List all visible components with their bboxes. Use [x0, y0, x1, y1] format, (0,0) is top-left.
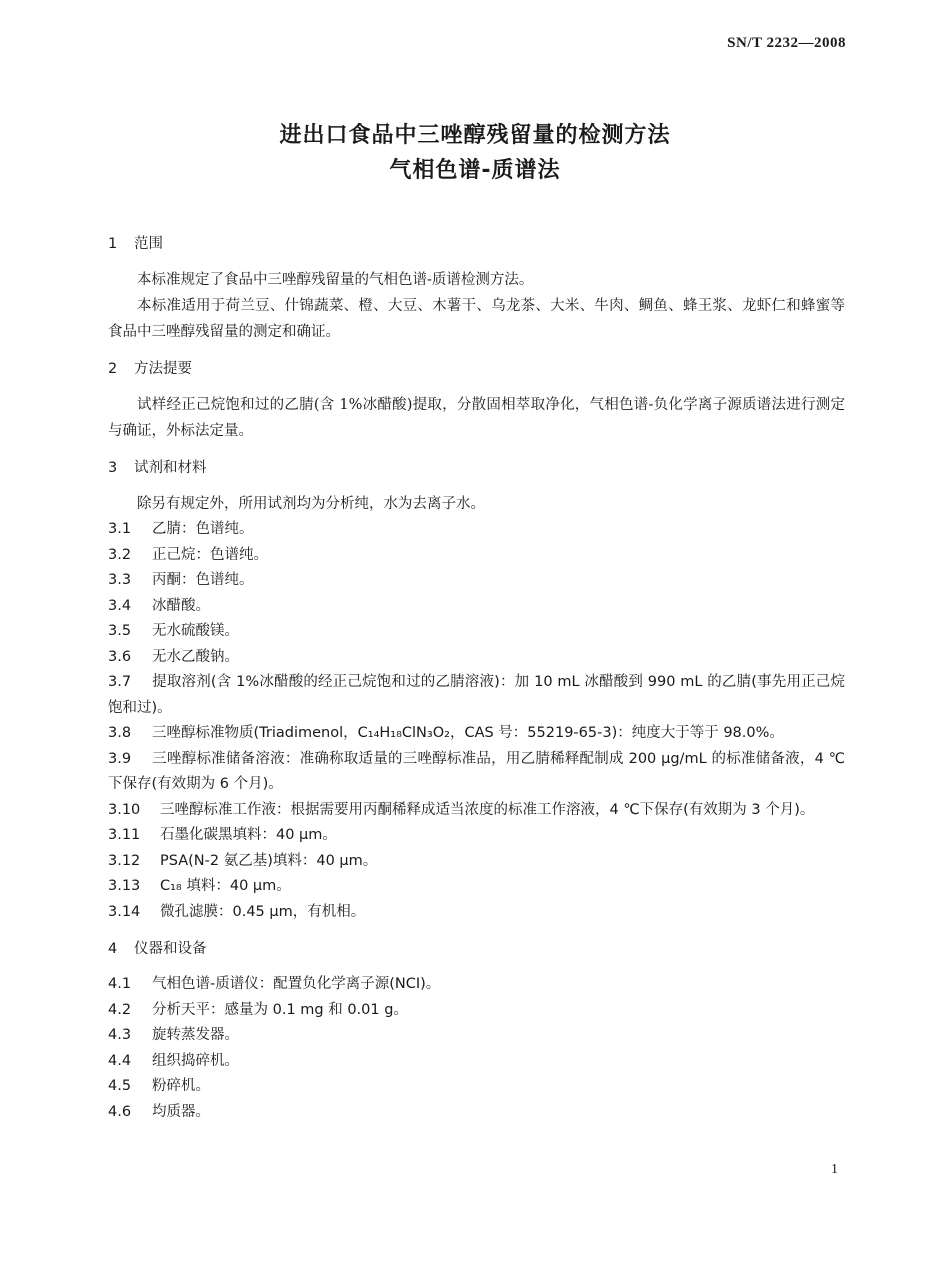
clause-text: 丙酮：色谱纯。 [152, 572, 254, 588]
clause-item [108, 517, 845, 543]
clause-item [108, 1100, 845, 1126]
clause-item [108, 900, 845, 926]
standard-code: SN/T 2232—2008 [727, 35, 846, 51]
section-title: 试剂和材料 [134, 460, 207, 476]
clause-number: 3.1 [108, 521, 132, 537]
clause-item [108, 594, 845, 620]
clause-number: 3.12 [108, 852, 141, 869]
clause-number: 3.4 [108, 597, 132, 614]
clause-number: 4.6 [108, 1103, 132, 1120]
clause-item [108, 874, 845, 900]
clause-item [108, 568, 845, 594]
section-2-heading [108, 357, 845, 382]
clause-number: 3.2 [108, 546, 132, 563]
clause-number: 3.13 [108, 878, 141, 894]
clause-text: 三唑醇标准储备溶液：准确称取适量的三唑醇标准品，用乙腈稀释配制成 200 μg/mL 的标准储备液，4 ℃下保存(有效期为 6 个月)。 [108, 750, 845, 792]
clause-number: 3.9 [108, 750, 132, 767]
clause-number: 4.2 [108, 1001, 132, 1018]
clause-text: 旋转蒸发器。 [152, 1027, 239, 1043]
clause-text: 粉碎机。 [152, 1078, 210, 1094]
section-4-heading [108, 937, 845, 962]
clause-text: 乙腈：色谱纯。 [152, 521, 254, 537]
section-number: 2 [108, 361, 118, 377]
clause-text: 均质器。 [152, 1103, 210, 1120]
clause-item [108, 645, 845, 671]
clause-text: 正己烷：色谱纯。 [152, 546, 268, 563]
clause-item [108, 543, 845, 569]
clause-text: 气相色谱-质谱仪：配置负化学离子源(NCI)。 [152, 976, 441, 992]
clause-number: 3.3 [108, 572, 132, 588]
section-3-heading [108, 456, 845, 481]
clause-number: 3.8 [108, 725, 132, 741]
clause-text: 微孔滤膜：0.45 μm，有机相。 [160, 903, 366, 920]
clause-number: 4.4 [108, 1052, 132, 1069]
section-title: 范围 [134, 236, 163, 252]
clause-text: 冰醋酸。 [152, 597, 210, 614]
clause-number: 3.7 [108, 674, 132, 690]
clause-item [108, 823, 845, 849]
clause-number: 3.10 [108, 801, 141, 818]
clause-number: 4.5 [108, 1078, 132, 1094]
clause-number: 3.11 [108, 827, 141, 843]
page-number: 1 [831, 1162, 838, 1177]
clause-item [108, 721, 845, 747]
paragraph: 本标准规定了食品中三唑醇残留量的气相色谱-质谱检测方法。 [137, 272, 534, 288]
clause-text: 提取溶剂(含 1%冰醋酸的经正己烷饱和过的乙腈溶液)：加 10 mL 冰醋酸到 990 mL 的乙腈(事先用正己烷饱和过)。 [108, 674, 845, 716]
clause-item [108, 747, 845, 798]
section-title: 仪器和设备 [134, 941, 207, 957]
clause-item [108, 619, 845, 645]
section-number: 4 [108, 941, 118, 957]
document-body [108, 232, 845, 1125]
clause-text: C₁₈ 填料：40 μm。 [160, 878, 291, 894]
section-title: 方法提要 [134, 361, 192, 377]
clause-number: 3.6 [108, 648, 132, 665]
clause-item [108, 670, 845, 721]
clause-text: 石墨化碳黑填料：40 μm。 [160, 827, 337, 843]
clause-number: 3.14 [108, 903, 141, 920]
clause-item [108, 998, 845, 1024]
paragraph: 除另有规定外，所用试剂均为分析纯，水为去离子水。 [137, 496, 485, 512]
clause-text: PSA(N-2 氨乙基)填料：40 μm。 [160, 852, 378, 869]
clause-number: 4.3 [108, 1027, 132, 1043]
clause-number: 4.1 [108, 976, 132, 992]
clause-text: 分析天平：感量为 0.1 mg 和 0.01 g。 [152, 1001, 408, 1018]
clause-item [108, 1049, 845, 1075]
clause-number: 3.5 [108, 623, 132, 639]
section-number: 3 [108, 460, 118, 476]
clause-item [108, 1023, 845, 1049]
clause-item [108, 798, 845, 824]
clause-text: 组织捣碎机。 [152, 1052, 239, 1069]
paragraph: 本标准适用于荷兰豆、什锦蔬菜、橙、大豆、木薯干、乌龙茶、大米、牛肉、鲷鱼、蜂王浆、龙虾仁和蜂蜜等食品中三唑醇残留量的测定和确证。 [108, 298, 845, 340]
clause-text: 无水乙酸钠。 [152, 648, 239, 665]
clause-item [108, 1074, 845, 1100]
paragraph: 试样经正己烷饱和过的乙腈(含 1%冰醋酸)提取，分散固相萃取净化，气相色谱-负化学离子源质谱法进行测定与确证，外标法定量。 [108, 397, 845, 439]
document-title: 进出口食品中三唑醇残留量的检测方法 [279, 123, 671, 148]
clause-item [108, 849, 845, 875]
clause-item [108, 972, 845, 998]
clause-text: 无水硫酸镁。 [152, 623, 239, 639]
clause-text: 三唑醇标准工作液：根据需要用丙酮稀释成适当浓度的标准工作溶液，4 ℃下保存(有效期为 3 个月)。 [160, 801, 815, 818]
section-1-heading [108, 232, 845, 257]
section-number: 1 [108, 236, 118, 252]
document-subtitle: 气相色谱-质谱法 [389, 158, 561, 183]
clause-text: 三唑醇标准物质(Triadimenol，C₁₄H₁₈ClN₃O₂，CAS 号：55219-65-3)：纯度大于等于 98.0%。 [152, 725, 784, 741]
